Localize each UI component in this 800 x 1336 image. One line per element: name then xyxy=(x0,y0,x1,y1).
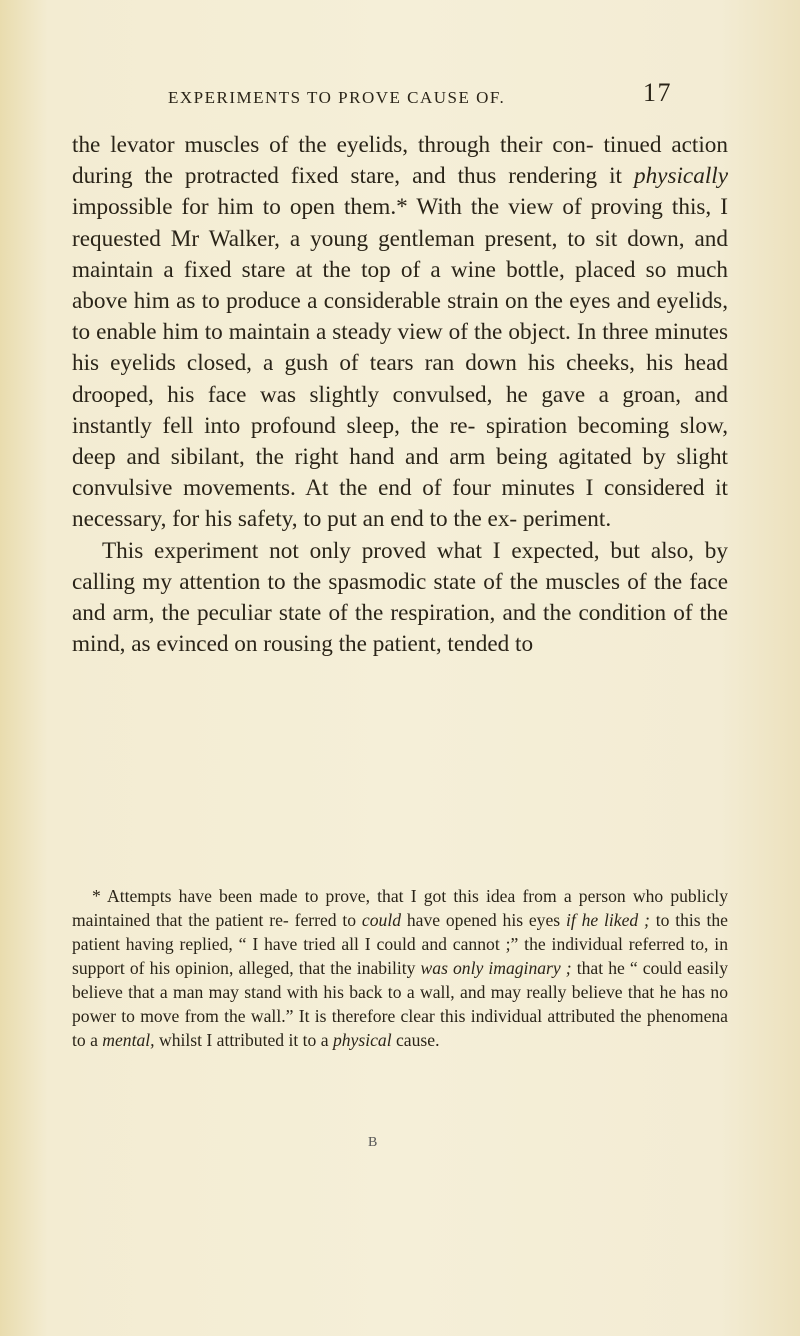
footnote xyxy=(72,884,728,1052)
emphasis-physically: physically xyxy=(633,163,728,190)
paragraph-1-part-a: the levator muscles of the eyelids, through their con- tinued action during the protracted fixed stare, and thus rendering it xyxy=(72,132,728,190)
footnote-emphasis-mental: mental, xyxy=(102,1030,155,1050)
footnote-part-6: cause. xyxy=(391,1030,440,1050)
footnote-part-2: have opened his eyes xyxy=(401,910,566,930)
running-title: EXPERIMENTS TO PROVE CAUSE OF. xyxy=(168,88,506,107)
footnote-part-4: that he “ could easily believe that a man may stand with his back to a wall, and may really believe that he has no power to move from the wall.” It is therefore clear this individual attributed the phenomena to a xyxy=(72,958,728,1050)
page-number: 17 xyxy=(643,78,672,107)
footnote-part-5: whilst I attributed it to a xyxy=(154,1030,333,1050)
footnote-emphasis-physical: physical xyxy=(332,1030,392,1050)
footnote-part-1: * Attempts have been made to prove, that I got this idea from a person who publicly maintained that the patient re- ferred to xyxy=(72,886,728,930)
footnote-emphasis-if-he-liked: if he liked ; xyxy=(565,910,650,930)
paragraph-1 xyxy=(72,130,728,536)
footnote-text xyxy=(72,884,728,1052)
footnote-emphasis-could: could xyxy=(361,910,402,930)
paragraph-1-part-b: impossible for him to open them.* With the view of proving this, I requested Mr Walker, a young gentleman present, to sit down, and maintain a fixed stare at the top of a wine bottle, placed so much above him as to produce a considerable strain on the eyes and eyelids, to enable him to maintain a steady view of the object. In three minutes his eyelids closed, a gush of tears ran down his cheeks, his head drooped, his face was slightly convulsed, he gave a groan, and instantly fell into profound sleep, the re- spiration becoming slow, deep and sibilant, the right hand and arm being agitated by slight convulsive movements. At the end of four minutes I considered it necessary, for his safety, to put an end to the ex- periment. xyxy=(72,194,728,533)
footnote-part-3: to this the patient having replied, “ I have tried all I could and cannot ;” the individual referred to, in support of his opinion, alleged, that the inability xyxy=(72,910,728,978)
signature-mark: B xyxy=(368,1135,378,1150)
main-text xyxy=(72,130,728,660)
footnote-emphasis-imaginary: was only imaginary ; xyxy=(420,958,572,978)
paragraph-2: This experiment not only proved what I expected, but also, by calling my attention to the spasmodic state of the muscles of the face and arm, the peculiar state of the respiration, and the condition of the mind, as evinced on rousing the patient, tended to xyxy=(72,537,728,658)
